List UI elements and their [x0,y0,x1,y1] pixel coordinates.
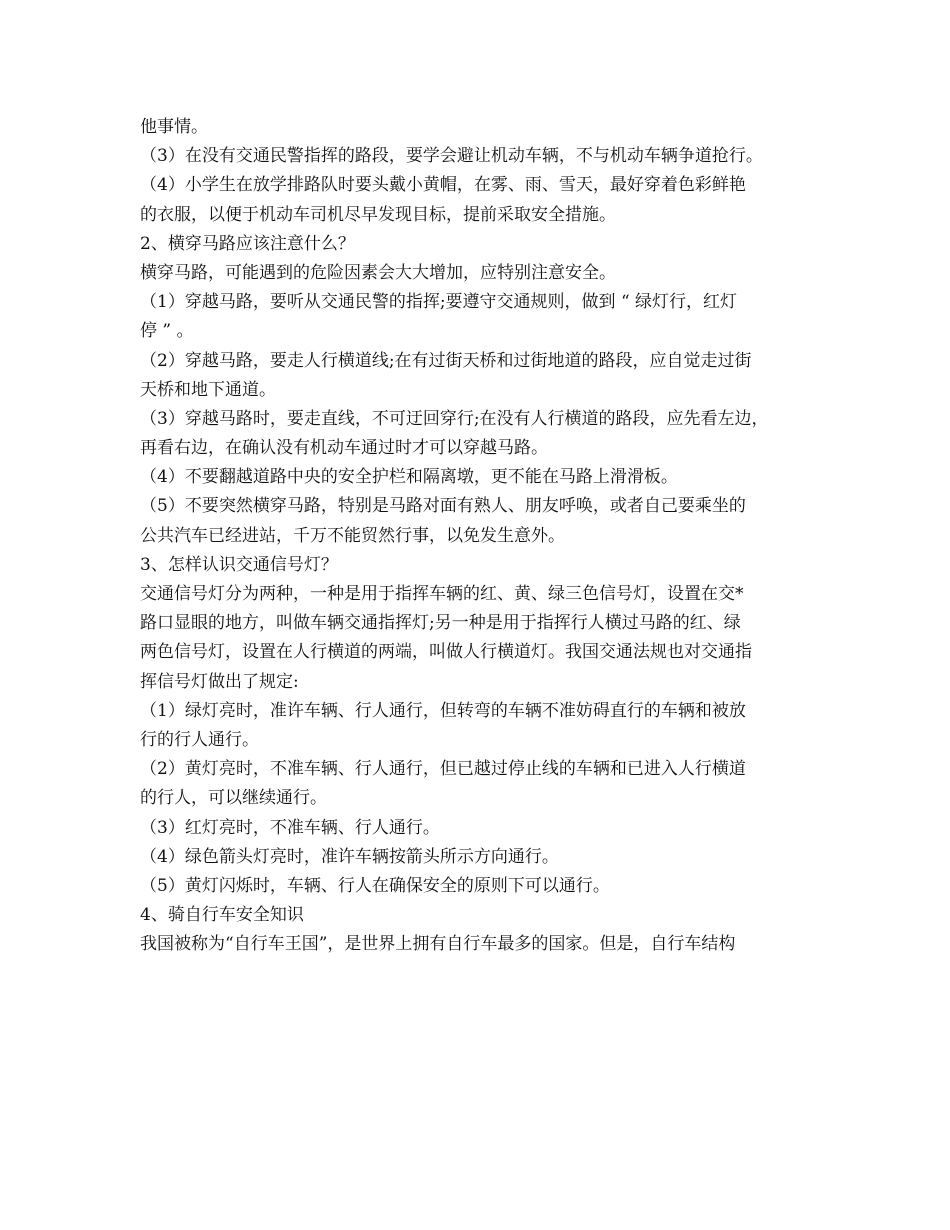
text-line: 横穿马路，可能遇到的危险因素会大大增加，应特别注意安全。 [140,262,616,283]
section-heading: 4、骑自行车安全知识 [140,905,304,926]
text-line: （1）绿灯亮时，准许车辆、行人通行，但转弯的车辆不准妨碍直行的车辆和被放 [140,700,746,721]
text-line: 两色信号灯，设置在人行横道的两端，叫做人行横道灯。我国交通法规也对交通指 [140,642,752,663]
text-line: 路口显眼的地方，叫做车辆交通指挥灯;另一种是用于指挥行人横过马路的红、绿 [140,613,741,634]
text-line: （4）小学生在放学排路队时要头戴小黄帽，在雾、雨、雪天，最好穿着色彩鲜艳 [140,175,746,196]
text-line: （1）穿越马路，要听从交通民警的指挥;要遵守交通规则，做到 “ 绿灯行，红灯 [140,292,738,313]
text-line: （3）穿越马路时，要走直线，不可迂回穿行;在没有人行横道的路段，应先看左边， [140,408,769,429]
text-line: （3）红灯亮时，不准车辆、行人通行。 [140,817,440,838]
text-line: 他事情。 [140,117,208,137]
text-line: 停 ” 。 [140,321,194,342]
text-line: 的衣服，以便于机动车司机尽早发现目标，提前采取安全措施。 [140,204,616,225]
text-line: （2）穿越马路，要走人行横道线;在有过街天桥和过街地道的路段，应自觉走过街 [140,350,752,371]
text-line: 天桥和地下通道。 [140,379,276,400]
document-body [140,113,840,959]
text-line: （4）绿色箭头灯亮时，准许车辆按箭头所示方向通行。 [140,846,559,867]
text-line: （4）不要翻越道路中央的安全护栏和隔离墩，更不能在马路上滑滑板。 [140,467,678,488]
text-line: 行的行人通行。 [140,729,259,750]
text-line: （2）黄灯亮时，不准车辆、行人通行，但已越过停止线的车辆和已进入人行横道 [140,759,746,780]
section-heading: 2、横穿马路应该注意什么？ [140,233,355,254]
text-line: 公共汽车已经进站，千万不能贸然行事，以免发生意外。 [140,525,565,546]
text-line: 的行人，可以继续通行。 [140,788,327,809]
text-line: （5）黄灯闪烁时，车辆、行人在确保安全的原则下可以通行。 [140,875,610,896]
text-line: （3）在没有交通民警指挥的路段，要学会避让机动车辆，不与机动车辆争道抢行。 [140,146,763,167]
text-line: 交通信号灯分为两种，一种是用于指挥车辆的红、黄、绿三色信号灯，设置在交* [140,584,744,604]
section-heading: 3、怎样认识交通信号灯？ [140,554,338,575]
text-line: 再看右边，在确认没有机动车通过时才可以穿越马路。 [140,438,548,459]
text-line: 挥信号灯做出了规定: [140,671,299,692]
text-line: 我国被称为“自行车王国”，是世界上拥有自行车最多的国家。但是，自行车结构 [140,934,736,955]
text-line: （5）不要突然横穿马路，特别是马路对面有熟人、朋友呼唤，或者自己要乘坐的 [140,496,746,517]
